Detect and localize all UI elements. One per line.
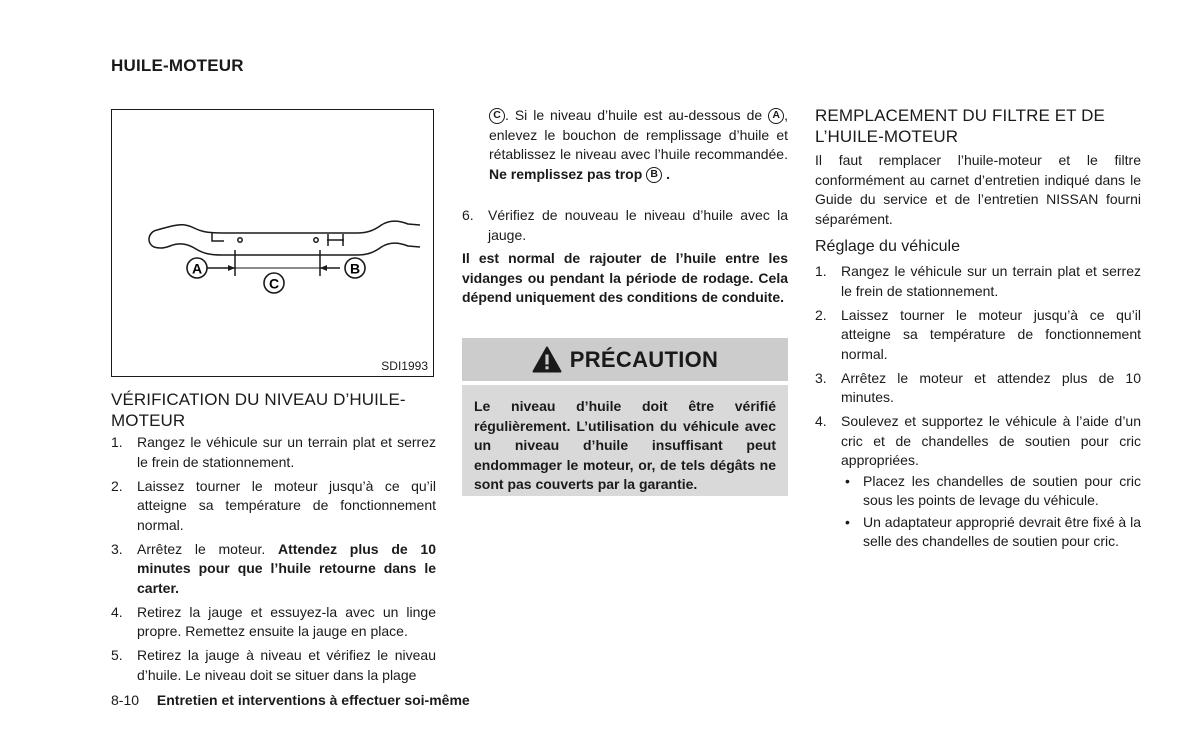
label-a-text: A	[191, 260, 203, 277]
caution-text: Le niveau d’huile doit être vérifié régulièrement. L’utilisation du véhicule avec un niveau d’huile insuffisant peut endommager le moteur, or, de tels dégâts ne sont pas couverts par la garantie.	[474, 398, 776, 492]
vehicle-setup-subheading: Réglage du véhicule	[815, 238, 960, 255]
caution-body	[462, 385, 788, 496]
step-5-continuation: C . Si le niveau d’huile est au-dessous de A , enlevez le bouchon de remplissage d’huile et rétablissez le niveau avec l’huile recommandée. Ne remplissez pas trop B .	[489, 107, 789, 182]
dipstick-figure	[111, 109, 434, 377]
circled-c: C	[489, 108, 505, 124]
list-item: 5. Retirez la jauge à niveau et vérifiez le niveau d’huile. Le niveau doit se situer dans la plage	[111, 647, 436, 683]
bullet-item: • Placez les chandelles de soutien pour cric sous les points de levage du véhicule.	[845, 472, 1141, 508]
figure-code: SDI1993	[381, 359, 428, 373]
list-item: 3. Arrêtez le moteur et attendez plus de 10 minutes.	[815, 369, 1141, 405]
replacement-heading: REMPLACEMENT DU FILTRE ET DE L’HUILE-MOTEUR	[815, 106, 1105, 146]
verification-steps	[111, 433, 436, 690]
list-item: 3. Arrêtez le moteur. Attendez plus de 10 minutes pour que l’huile retourne dans le carter.	[111, 540, 436, 596]
circled-b: B	[646, 167, 662, 183]
verification-step-6	[462, 206, 788, 250]
list-item: 4. Soulevez et supportez le véhicule à l’aide d’un cric et de chandelles de soutien pour cric appropriées. • Placez les chandelles de soutien pour cric sous les points de levage du véhicule. • Un adaptateur approprié devrait être fixé à la selle des chandelles de soutien pour cric.	[815, 412, 1141, 552]
circled-a: A	[768, 108, 784, 124]
label-a	[187, 258, 207, 278]
caution-title: PRÉCAUTION	[569, 346, 719, 372]
verification-heading: VÉRIFICATION DU NIVEAU D’HUILE-MOTEUR	[111, 390, 406, 430]
list-item: 2. Laissez tourner le moteur jusqu’à ce qu’il atteigne sa température de fonctionnement normal.	[111, 477, 436, 533]
list-item: 4. Retirez la jauge et essuyez-la avec un linge propre. Remettez ensuite la jauge en place.	[111, 603, 436, 639]
bullet-item: • Un adaptateur approprié devrait être fixé à la selle des chandelles de soutien pour cric.	[845, 513, 1141, 549]
list-item: 6. Vérifiez de nouveau le niveau d’huile avec la jauge.	[462, 207, 788, 243]
list-item: 2. Laissez tourner le moteur jusqu’à ce qu’il atteigne sa température de fonctionnement normal.	[815, 306, 1141, 362]
list-item: 1. Rangez le véhicule sur un terrain plat et serrez le frein de stationnement.	[815, 263, 1141, 299]
warning-triangle-icon	[532, 346, 562, 373]
list-item: 1. Rangez le véhicule sur un terrain plat et serrez le frein de stationnement.	[111, 434, 436, 470]
jack-stand-bullets	[841, 472, 1141, 552]
caution-header	[462, 338, 788, 381]
page-number: 8-10	[111, 692, 140, 708]
oil-note: Il est normal de rajouter de l’huile entre les vidanges ou pendant la période de rodage. Cela dépend uniquement des conditions de conduite.	[462, 250, 788, 305]
dipstick-diagram	[112, 110, 435, 378]
label-c	[264, 273, 284, 293]
chapter-title: Entretien et interventions à effectuer soi-même	[156, 692, 470, 708]
section-title: HUILE-MOTEUR	[111, 56, 244, 75]
label-c-text: C	[268, 275, 280, 292]
label-b-text: B	[349, 260, 361, 277]
replacement-steps	[815, 262, 1141, 556]
replacement-intro: Il faut remplacer l’huile-moteur et le filtre conformément au carnet d’entretien indiqué dans le Guide du service et de l’entretien NISSAN fourni séparément.	[815, 152, 1141, 227]
label-b	[345, 258, 365, 278]
page-footer	[111, 692, 470, 708]
